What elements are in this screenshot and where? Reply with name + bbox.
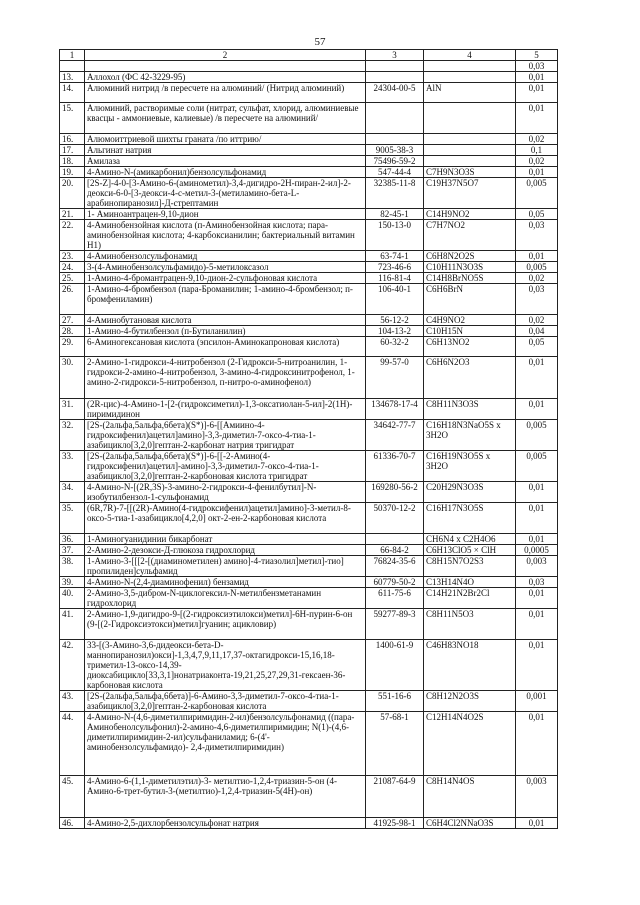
row-number: 24. [60, 262, 85, 273]
cas-number: 547-44-4 [366, 167, 424, 178]
substance-name: 4-Амино-2,5-дихлорбензолсульфонат натрия [85, 818, 366, 829]
substance-name: [2S-(2альфа,5альфа,6бета)(S*)]-6-[[-2-Амино(4-гидроксифенил)ацетил]-амино]-3,3-диметил-7-оксо-4-тиа-1-азабицикло[3,2,0]гептан-2-карбоновая кислота тригидрат [85, 451, 366, 482]
formula [424, 72, 516, 83]
limit-value: 0,01 [516, 482, 558, 503]
formula [424, 134, 516, 145]
table-row [60, 609, 558, 640]
cas-number: 9005-38-3 [366, 145, 424, 156]
row-number: 33. [60, 451, 85, 482]
row-number: 19. [60, 167, 85, 178]
substance-name: 4-Аминобутановая кислота [85, 315, 366, 326]
table-row [60, 451, 558, 482]
column-header: 3 [366, 50, 424, 61]
cas-number: 24304-00-5 [366, 83, 424, 103]
row-number: 23. [60, 251, 85, 262]
table-row [60, 61, 558, 72]
substance-name: 4-Аминобензолсульфонамид [85, 251, 366, 262]
limit-value: 0,02 [516, 315, 558, 326]
substance-name: Алюмоиттриевой шихты граната /по иттрию/ [85, 134, 366, 145]
column-header: 4 [424, 50, 516, 61]
table-row [60, 83, 558, 103]
formula: C19H37N5O7 [424, 178, 516, 209]
table-row [60, 818, 558, 829]
limit-value: 0,01 [516, 503, 558, 534]
formula [424, 156, 516, 167]
cas-number: 60779-50-2 [366, 577, 424, 588]
row-number: 17. [60, 145, 85, 156]
limit-value: 0,03 [516, 61, 558, 72]
cas-number: 150-13-0 [366, 220, 424, 251]
limit-value: 0,01 [516, 399, 558, 420]
formula: C16H18N3NaO5S x 3H2O [424, 420, 516, 451]
table-row [60, 167, 558, 178]
substance-name: 6-Аминогексановая кислота (эпсилон-Аминокапроновая кислота) [85, 337, 366, 357]
cas-number: 169280-56-2 [366, 482, 424, 503]
limit-value: 0,0005 [516, 545, 558, 556]
substance-name: 2-Амино-1-гидрокси-4-нитробензол (2-Гидрокси-5-нитроанилин, 1-гидрокси-2-амино-4-нитробензол, 3-амино-4-гидроксинитрофенол, 1-амино-2-гидрокси-5-нитробензол, п-нитро-о-аминофенол) [85, 357, 366, 399]
row-number: 35. [60, 503, 85, 534]
limit-value: 0,01 [516, 534, 558, 545]
formula: C16H19N3O5S x 3H2O [424, 451, 516, 482]
limit-value: 0,005 [516, 451, 558, 482]
page-number: 57 [314, 36, 326, 48]
substance-name: Аллохол (ФС 42-3229-95) [85, 72, 366, 83]
cas-number: 60-32-2 [366, 337, 424, 357]
table-row [60, 251, 558, 262]
table-row [60, 420, 558, 451]
row-number: 41. [60, 609, 85, 640]
formula: C8H11N5O3 [424, 609, 516, 640]
formula: C16H17N3O5S [424, 503, 516, 534]
substance-table [59, 49, 558, 829]
table-row [60, 134, 558, 145]
cas-number: 57-68-1 [366, 712, 424, 776]
cas-number: 82-45-1 [366, 209, 424, 220]
row-number: 14. [60, 83, 85, 103]
formula: C6H13ClO5 × ClH [424, 545, 516, 556]
substance-name: 1- Аминоантрацен-9,10-дион [85, 209, 366, 220]
substance-name: [2S-(2альфа,5альфа,6бета)(S*)]-6-[[Амиино-4-гидроксифенил)ацетил]амино]-3,3-диметил-7-оксо-4-тиа-1-азабицикло[3,2,0]гептан-2-карбонат натрия тригидрат [85, 420, 366, 451]
substance-name: 1-Амино-4-бутилбензол (п-Бутиланилин) [85, 326, 366, 337]
cas-number: 50370-12-2 [366, 503, 424, 534]
row-number: 26. [60, 284, 85, 315]
cas-number [366, 61, 424, 72]
cas-number: 59277-89-3 [366, 609, 424, 640]
column-header: 2 [85, 50, 366, 61]
row-number: 37. [60, 545, 85, 556]
substance-name: Амилаза [85, 156, 366, 167]
formula: C6H6N2O3 [424, 357, 516, 399]
cas-number: 106-40-1 [366, 284, 424, 315]
row-number: 31. [60, 399, 85, 420]
row-number: 16. [60, 134, 85, 145]
formula: C6H13NO2 [424, 337, 516, 357]
row-number: 21. [60, 209, 85, 220]
cas-number: 76824-35-6 [366, 556, 424, 577]
row-number: 39. [60, 577, 85, 588]
table-row [60, 776, 558, 818]
substance-name: 4-Амино-N-(2,4-диаминофенил) бензамид [85, 577, 366, 588]
limit-value: 0,01 [516, 83, 558, 103]
substance-name: 3-(4-Аминобензолсульфамидо)-5-метилоксазол [85, 262, 366, 273]
table-row [60, 284, 558, 315]
header-row [60, 50, 558, 61]
substance-name: 1-Аминогуанидинии бикарбонат [85, 534, 366, 545]
substance-name: [2S-Z]-4-0-[3-Амино-6-(аминометил)-3,4-дигидро-2H-пиран-2-ил]-2-деокси-6-0-[3-деокси-4-с-метил-3-(метиламино-бета-L-арабинопиранозил]-Д-стрептамин [85, 178, 366, 209]
limit-value: 0,01 [516, 72, 558, 83]
substance-name: [2S-(2альфа,5альфа,6бета)]-6-Амино-3,3-диметил-7-оксо-4-тиа-1-азабицикло[3,2,0]гептан-2-карбоновая кислота [85, 691, 366, 712]
row-number: 28. [60, 326, 85, 337]
limit-value: 0,05 [516, 337, 558, 357]
substance-name: Альгинат натрия [85, 145, 366, 156]
formula: C7H7NO2 [424, 220, 516, 251]
substance-name: 4-Амино-6-(1,1-диметилэтил)-3- метилтио-1,2,4-триазин-5-он (4-Амино-6-трет-бутил-3-(метилтио)-1,2,4-триазин-5(4H)-он) [85, 776, 366, 818]
row-number: 22. [60, 220, 85, 251]
formula: C4H9NO2 [424, 315, 516, 326]
limit-value: 0,001 [516, 691, 558, 712]
substance-name: 2-Амино-2-дезокси-Д-глюкоза гидрохлорид [85, 545, 366, 556]
table-row [60, 556, 558, 577]
column-header: 1 [60, 50, 85, 61]
substance-name: Алюминий, растворимые соли (нитрат, сульфат, хлорид, алюминиевые квасцы - аммониевые, калиевые) /в пересчете на алюминий/ [85, 103, 366, 134]
table-row [60, 326, 558, 337]
formula: C14H9NO2 [424, 209, 516, 220]
row-number: 15. [60, 103, 85, 134]
limit-value: 0,02 [516, 273, 558, 284]
row-number: 32. [60, 420, 85, 451]
limit-value: 0,02 [516, 134, 558, 145]
table-row [60, 262, 558, 273]
table-row [60, 178, 558, 209]
formula: C8H14N4OS [424, 776, 516, 818]
column-header: 5 [516, 50, 558, 61]
table-row [60, 209, 558, 220]
cas-number [366, 534, 424, 545]
formula: C6H4Cl2NNaO3S [424, 818, 516, 829]
formula: C13H14N4O [424, 577, 516, 588]
substance-name: 2-Амино-3,5-дибром-N-циклогексил-N-метилбензметанамин гидрохлорид [85, 588, 366, 609]
limit-value: 0,005 [516, 262, 558, 273]
limit-value: 0,003 [516, 556, 558, 577]
table-row [60, 640, 558, 691]
cas-number: 134678-17-4 [366, 399, 424, 420]
formula [424, 145, 516, 156]
substance-name [85, 61, 366, 72]
cas-number: 32385-11-8 [366, 178, 424, 209]
substance-name: 33-[(3-Амино-3,6-дидеокси-бета-D-маннопиранозил)окси]-1,3,4,7,9,11,17,37-октагидрокси-15,16,18-триметил-13-оксо-14,39-диоксабицикло[33,3,1]нонатриаконта-19,21,25,27,29,31-гексаен-36-карбоновая кислота [85, 640, 366, 691]
formula [424, 103, 516, 134]
cas-number: 61336-70-7 [366, 451, 424, 482]
row-number: 18. [60, 156, 85, 167]
row-number: 27. [60, 315, 85, 326]
cas-number: 551-16-6 [366, 691, 424, 712]
table-row [60, 156, 558, 167]
limit-value: 0,01 [516, 103, 558, 134]
formula: C8H11N3O3S [424, 399, 516, 420]
formula: C8H15N7O2S3 [424, 556, 516, 577]
formula: CH6N4 x C2H4O6 [424, 534, 516, 545]
formula: C10H11N3O3S [424, 262, 516, 273]
cas-number [366, 134, 424, 145]
formula: C12H14N4O2S [424, 712, 516, 776]
cas-number: 56-12-2 [366, 315, 424, 326]
table-row [60, 534, 558, 545]
row-number: 13. [60, 72, 85, 83]
table-row [60, 220, 558, 251]
row-number: 42. [60, 640, 85, 691]
substance-name: Алюминий нитрид /в пересчете на алюминий/ (Нитрид алюминий) [85, 83, 366, 103]
table-row [60, 337, 558, 357]
substance-name: 4-Амино-N-[(2R,3S)-3-амино-2-гидрокси-4-фенилбутил]-N-изобутилбензол-1-сульфонамид [85, 482, 366, 503]
limit-value: 0,05 [516, 209, 558, 220]
limit-value: 0,01 [516, 712, 558, 776]
table-row [60, 145, 558, 156]
cas-number: 723-46-6 [366, 262, 424, 273]
row-number: 29. [60, 337, 85, 357]
formula: C14H8BrNO5S [424, 273, 516, 284]
row-number: 30. [60, 357, 85, 399]
formula: C6H8N2O2S [424, 251, 516, 262]
formula: C20H29N3O3S [424, 482, 516, 503]
formula: C10H15N [424, 326, 516, 337]
limit-value: 0,03 [516, 577, 558, 588]
limit-value: 0,02 [516, 156, 558, 167]
formula: C46H83NO18 [424, 640, 516, 691]
cas-number: 21087-64-9 [366, 776, 424, 818]
row-number: 45. [60, 776, 85, 818]
table-row [60, 588, 558, 609]
substance-name: 4-Амино-N-(амикарбонил)бензолсульфонамид [85, 167, 366, 178]
table-row [60, 103, 558, 134]
row-number: 40. [60, 588, 85, 609]
limit-value: 0,04 [516, 326, 558, 337]
row-number: 46. [60, 818, 85, 829]
substance-name: 1-Амино-4-бромбензол (пара-Броманилин; 1-амино-4-бромбензол; п-бромфениламин) [85, 284, 366, 315]
formula: C7H9N3O3S [424, 167, 516, 178]
limit-value: 0,003 [516, 776, 558, 818]
limit-value: 0,01 [516, 357, 558, 399]
formula: C8H12N2O3S [424, 691, 516, 712]
substance-name: 4-Аминобензойная кислота (п-Аминобензойная кислота; пара-аминобензойная кислота; 4-карбоксианилин; бактериальный витамин H1) [85, 220, 366, 251]
formula: C14H21N2Br2Cl [424, 588, 516, 609]
row-number: 38. [60, 556, 85, 577]
limit-value: 0,03 [516, 284, 558, 315]
limit-value: 0,01 [516, 640, 558, 691]
substance-name: 1-Амино-4-бромантрацен-9,10-дион-2-сульфоновая кислота [85, 273, 366, 284]
limit-value: 0,03 [516, 220, 558, 251]
table-row [60, 315, 558, 326]
row-number: 43. [60, 691, 85, 712]
row-number: 36. [60, 534, 85, 545]
cas-number: 63-74-1 [366, 251, 424, 262]
cas-number: 116-81-4 [366, 273, 424, 284]
cas-number: 34642-77-7 [366, 420, 424, 451]
limit-value: 0,01 [516, 818, 558, 829]
substance-name: (6R,7R)-7-[[(2R)-Амино(4-гидроксифенил)ацетил]амино]-3-метил-8-оксо-5-тиа-1-азабицикло[4,2,0] окт-2-ен-2-карбоновая кислота [85, 503, 366, 534]
table-row [60, 503, 558, 534]
row-number [60, 61, 85, 72]
cas-number: 104-13-2 [366, 326, 424, 337]
row-number: 20. [60, 178, 85, 209]
row-number: 44. [60, 712, 85, 776]
cas-number [366, 103, 424, 134]
cas-number: 1400-61-9 [366, 640, 424, 691]
table-row [60, 273, 558, 284]
limit-value: 0,01 [516, 167, 558, 178]
table-row [60, 691, 558, 712]
formula: C6H6BrN [424, 284, 516, 315]
formula [424, 61, 516, 72]
cas-number: 66-84-2 [366, 545, 424, 556]
table-row [60, 482, 558, 503]
limit-value: 0,005 [516, 178, 558, 209]
limit-value: 0,1 [516, 145, 558, 156]
cas-number: 611-75-6 [366, 588, 424, 609]
limit-value: 0,01 [516, 609, 558, 640]
limit-value: 0,01 [516, 588, 558, 609]
table-row [60, 712, 558, 776]
table-row [60, 399, 558, 420]
row-number: 25. [60, 273, 85, 284]
cas-number [366, 72, 424, 83]
substance-name: 4-Амино-N-(4,6-диметилпиримидин-2-ил)бензолсульфонамид ((пара-Аминобенолсульфонил)-2-амино-4,6-диметилпиримидин; N(1)-(4,6- диметилпиримидин-2-ил)сульфаниламид; 6-(4'-аминобензолсульфамидо)- 2,4-диметилпиримидин) [85, 712, 366, 776]
substance-name: 1-Амино-3-[[[2-[(диаминометилен) амино]-4-тиазолил]метил]-тио] пропилиден]сульфамид [85, 556, 366, 577]
substance-name: 2-Амино-1,9-дигидро-9-[(2-гидроксиэтилокси)метил]-6H-пурин-6-он (9-[(2-Гидроксиэтокси)метил]гуанин; ацикловир) [85, 609, 366, 640]
cas-number: 99-57-0 [366, 357, 424, 399]
cas-number: 41925-98-1 [366, 818, 424, 829]
table-row [60, 545, 558, 556]
table-row [60, 72, 558, 83]
formula: AlN [424, 83, 516, 103]
table-row [60, 357, 558, 399]
substance-name: (2R-цис)-4-Амино-1-[2-(гидроксиметил)-1,3-оксатиолан-5-ил]-2(1H)-пиримидинон [85, 399, 366, 420]
cas-number: 75496-59-2 [366, 156, 424, 167]
limit-value: 0,01 [516, 251, 558, 262]
limit-value: 0,005 [516, 420, 558, 451]
table-row [60, 577, 558, 588]
row-number: 34. [60, 482, 85, 503]
